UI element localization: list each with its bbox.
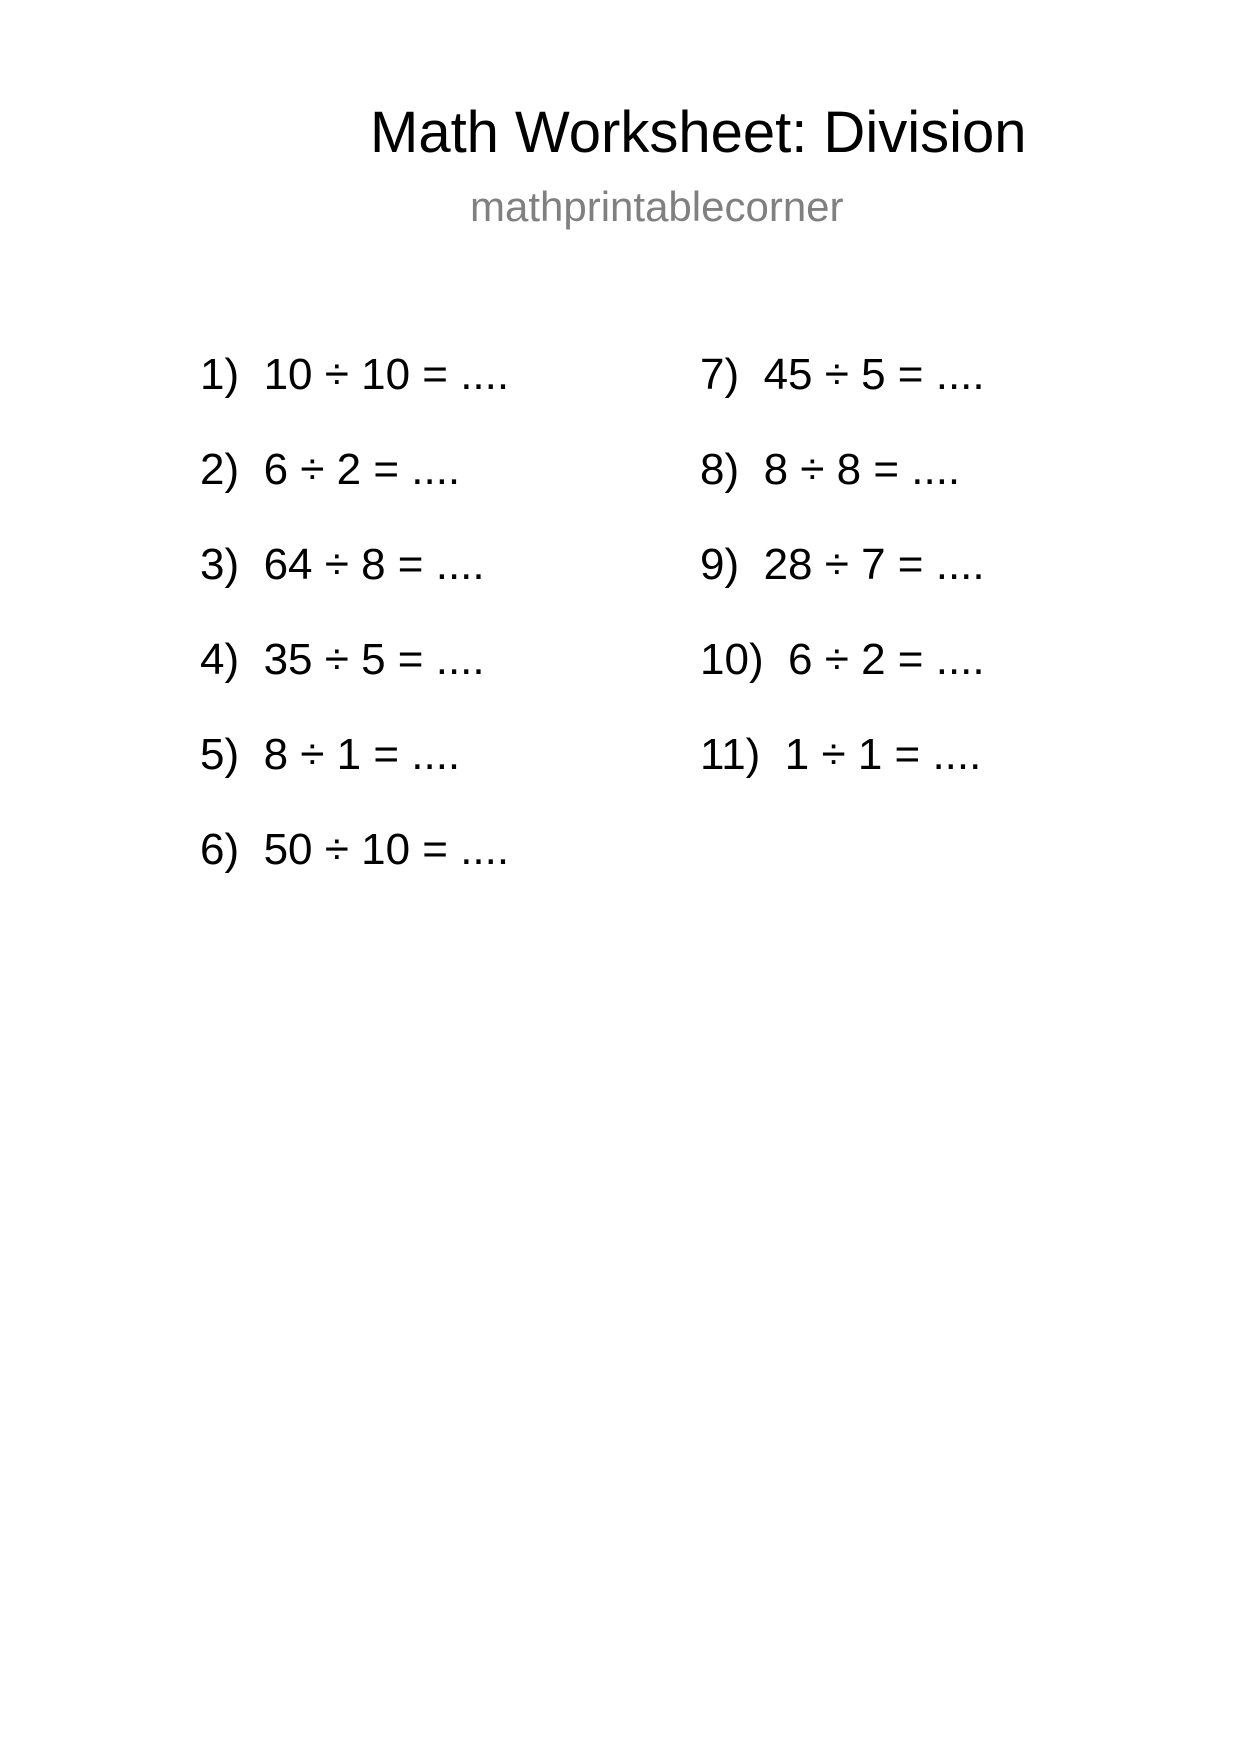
problems-right-column [700,348,985,823]
problem-1: 1) 10 ÷ 10 = .... [200,350,510,399]
problem-10: 10) 6 ÷ 2 = .... [700,635,985,684]
problem-9: 9) 28 ÷ 7 = .... [700,540,985,589]
worksheet-subtitle: mathprintablecorner [470,183,844,230]
problem-6: 6) 50 ÷ 10 = .... [200,825,510,874]
problem-11: 11) 1 ÷ 1 = .... [700,730,982,779]
problem-2: 2) 6 ÷ 2 = .... [200,445,461,494]
problem-8: 8) 8 ÷ 8 = .... [700,445,961,494]
problems-left-column [200,348,509,918]
worksheet-title: Math Worksheet: Division [370,100,1027,165]
problem-4: 4) 35 ÷ 5 = .... [200,635,485,684]
problem-5: 5) 8 ÷ 1 = .... [200,730,461,779]
problem-7: 7) 45 ÷ 5 = .... [700,350,985,399]
problem-3: 3) 64 ÷ 8 = .... [200,540,485,589]
